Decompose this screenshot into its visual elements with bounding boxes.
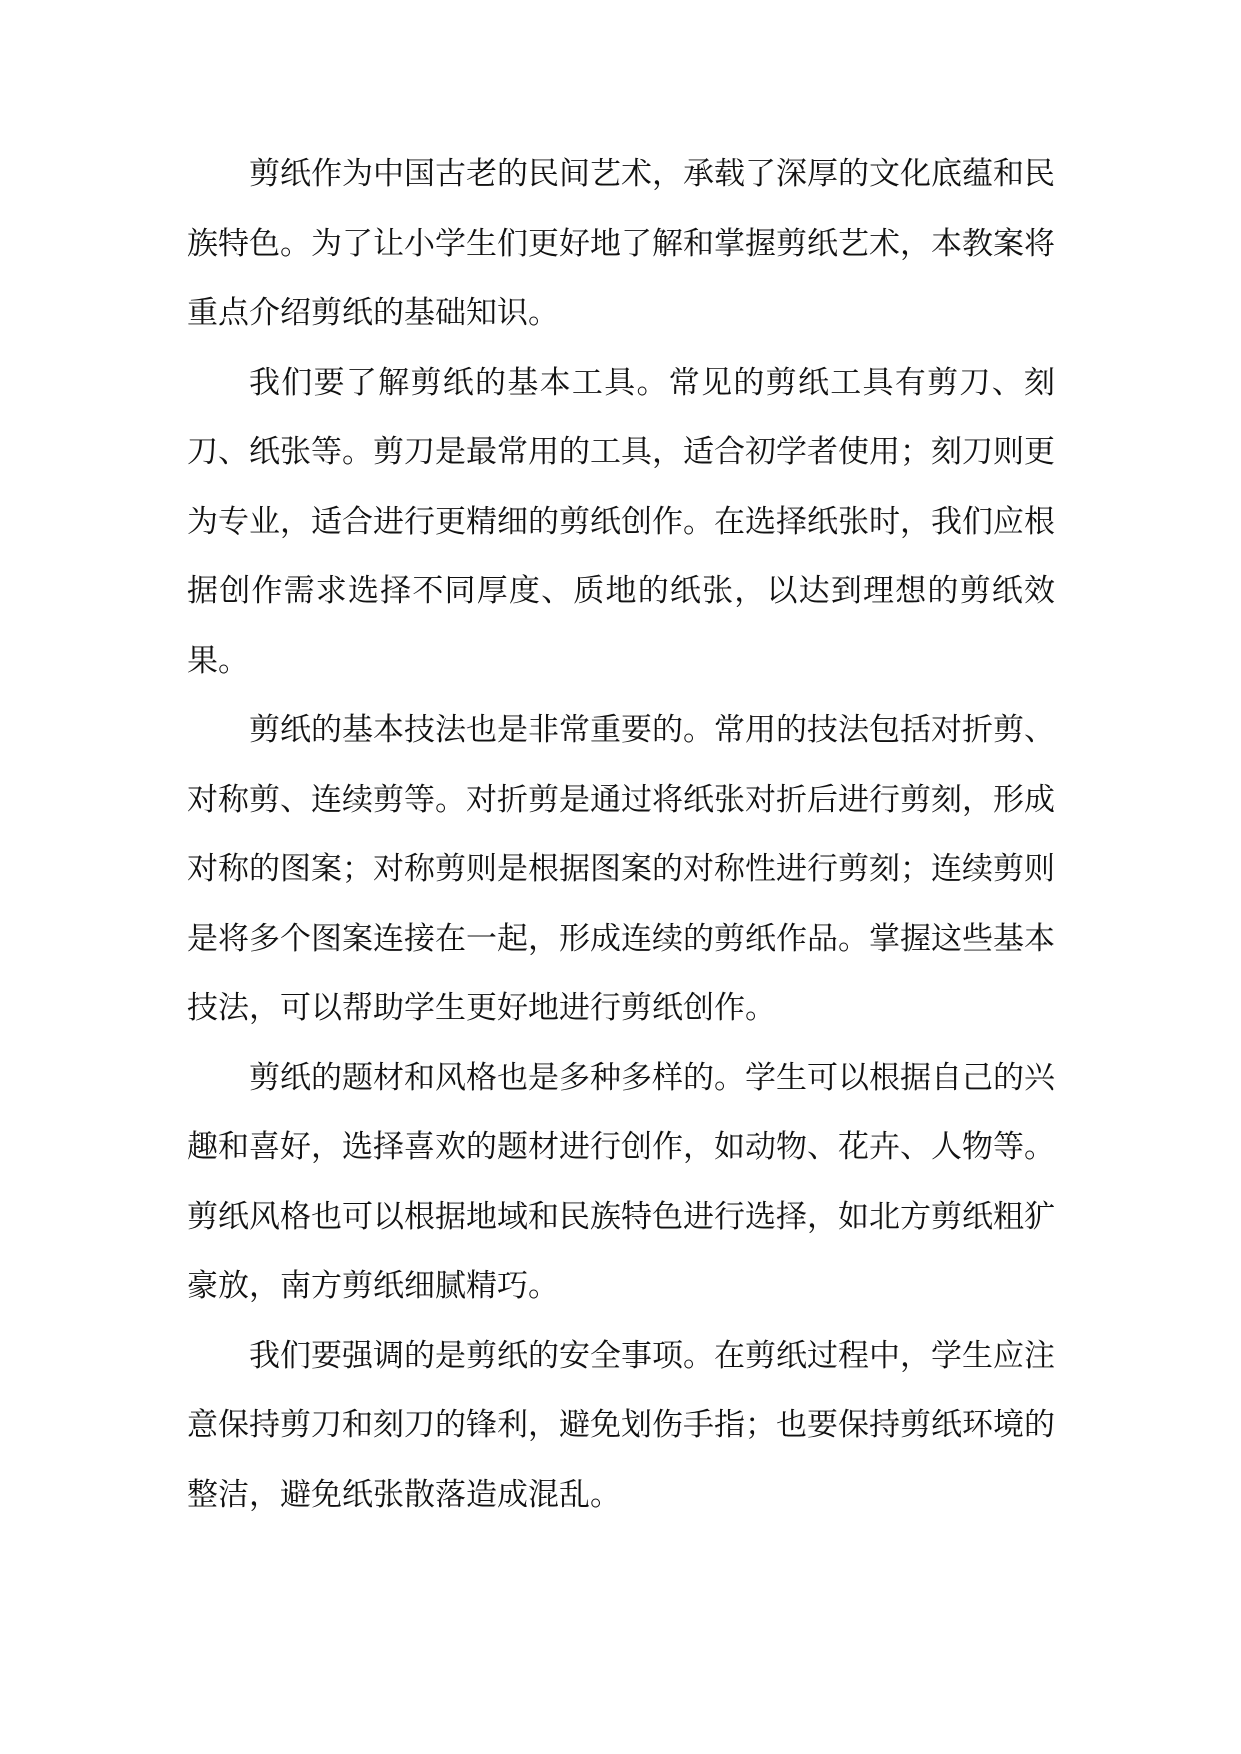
paragraph-intro: 剪纸作为中国古老的民间艺术，承载了深厚的文化底蕴和民族特色。为了让小学生们更好地了解和掌握剪纸艺术，本教案将重点介绍剪纸的基础知识。	[187, 156, 1055, 331]
document-body	[187, 140, 1055, 1530]
paragraph-techniques: 剪纸的基本技法也是非常重要的。常用的技法包括对折剪、对称剪、连续剪等。对折剪是通过将纸张对折后进行剪刻，形成对称的图案；对称剪则是根据图案的对称性进行剪刻；连续剪则是将多个图案连接在一起，形成连续的剪纸作品。掌握这些基本技法，可以帮助学生更好地进行剪纸创作。	[187, 712, 1055, 1026]
paragraph-safety: 我们要强调的是剪纸的安全事项。在剪纸过程中，学生应注意保持剪刀和刻刀的锋利，避免划伤手指；也要保持剪纸环境的整洁，避免纸张散落造成混乱。	[187, 1337, 1055, 1513]
paragraph-tools: 我们要了解剪纸的基本工具。常见的剪纸工具有剪刀、刻刀、纸张等。剪刀是最常用的工具，适合初学者使用；刻刀则更为专业，适合进行更精细的剪纸创作。在选择纸张时，我们应根据创作需求选择不同厚度、质地的纸张，以达到理想的剪纸效果。	[187, 364, 1055, 679]
paragraph-themes: 剪纸的题材和风格也是多种多样的。学生可以根据自己的兴趣和喜好，选择喜欢的题材进行创作，如动物、花卉、人物等。剪纸风格也可以根据地域和民族特色进行选择，如北方剪纸粗犷豪放，南方剪纸细腻精巧。	[187, 1059, 1055, 1304]
